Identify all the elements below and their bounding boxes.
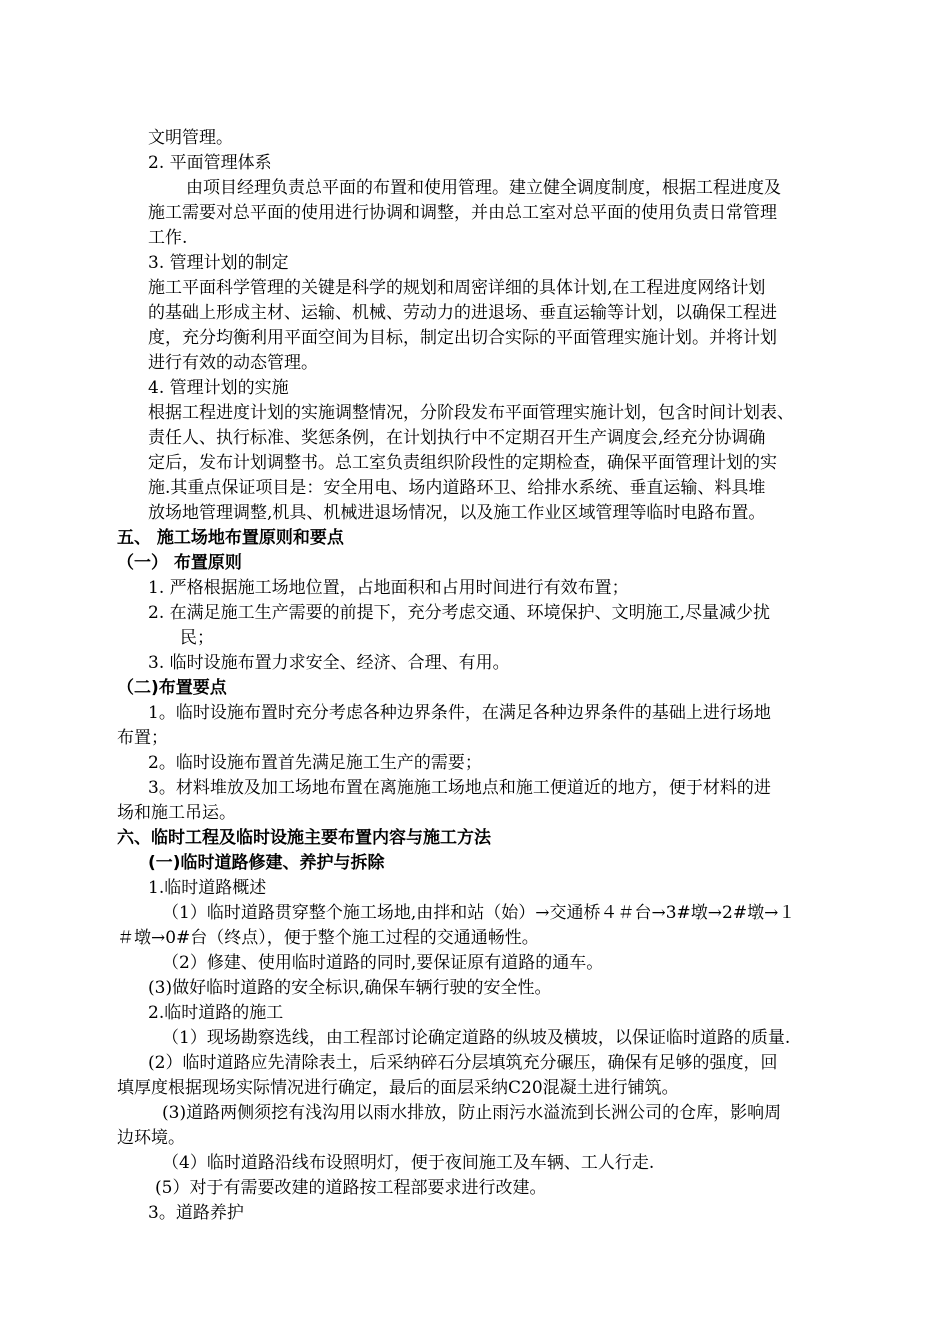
- chapter-heading-6: 六、临时工程及临时设施主要布置内容与施工方法: [117, 828, 491, 848]
- list-item: 3. 临时设施布置力求安全、经济、合理、有用。: [148, 653, 510, 673]
- list-item: 3。材料堆放及加工场地布置在离施施工场地点和施工便道近的地方，便于材料的进: [148, 778, 771, 798]
- list-item: （2）修建、使用临时道路的同时,要保证原有道路的通车。: [162, 953, 604, 973]
- section-heading: 2.临时道路的施工: [148, 1003, 284, 1023]
- section-heading: 3。道路养护: [148, 1203, 244, 1223]
- chapter-heading-5: 五、 施工场地布置原则和要点: [117, 528, 344, 548]
- list-item: （1）临时道路贯穿整个施工场地,由拌和站（始）→交通桥４＃台→3#墩→2#墩→１: [162, 903, 796, 923]
- text-line: 施工平面科学管理的关键是科学的规划和周密详细的具体计划,在工程进度网络计划: [148, 278, 766, 298]
- text-line: 民；: [180, 628, 214, 648]
- list-item: (3)做好临时道路的安全标识,确保车辆行驶的安全性。: [148, 978, 552, 998]
- text-line: 填厚度根据现场实际情况进行确定，最后的面层采纳C20混凝土进行铺筑。: [117, 1078, 679, 1098]
- section-heading-2: 2. 平面管理体系: [148, 153, 272, 173]
- text-line: 度，充分均衡利用平面空间为目标，制定出切合实际的平面管理实施计划。并将计划: [148, 328, 777, 348]
- text-line: 工作.: [148, 228, 188, 248]
- list-item: （1）现场勘察选线，由工程部讨论确定道路的纵坡及横坡，以保证临时道路的质量.: [162, 1028, 791, 1048]
- list-item: （4）临时道路沿线布设照明灯，便于夜间施工及车辆、工人行走.: [162, 1153, 655, 1173]
- section-heading: 1.临时道路概述: [148, 878, 267, 898]
- list-item: (5）对于有需要改建的道路按工程部要求进行改建。: [155, 1178, 547, 1198]
- text-line: 由项目经理负责总平面的布置和使用管理。建立健全调度制度，根据工程进度及: [186, 178, 781, 198]
- text-line: 布置；: [117, 728, 168, 748]
- text-line: 边环境。: [117, 1128, 185, 1148]
- list-item: 1. 严格根据施工场地位置，占地面积和占用时间进行有效布置；: [148, 578, 629, 598]
- text-line: 放场地管理调整,机具、机械进退场情况，以及施工作业区域管理等临时电路布置。: [148, 503, 766, 523]
- list-item: (2）临时道路应先清除表土，后采纳碎石分层填筑充分碾压，确保有足够的强度，回: [148, 1053, 778, 1073]
- text-line: 根据工程进度计划的实施调整情况，分阶段发布平面管理实施计划，包含时间计划表、: [148, 403, 794, 423]
- list-item: (3)道路两侧须挖有浅沟用以雨水排放，防止雨污水溢流到长洲公司的仓库，影响周: [162, 1103, 782, 1123]
- list-item: 2。临时设施布置首先满足施工生产的需要；: [148, 753, 482, 773]
- section-heading-3: 3. 管理计划的制定: [148, 253, 289, 273]
- subsection-heading: （二)布置要点: [117, 678, 227, 698]
- subsection-heading: （一） 布置原则: [117, 553, 242, 573]
- text-line: 定后，发布计划调整书。总工室负责组织阶段性的定期检查，确保平面管理计划的实: [148, 453, 777, 473]
- section-heading-4: 4. 管理计划的实施: [148, 378, 289, 398]
- text-line: ＃墩→0#台（终点），便于整个施工过程的交通通畅性。: [117, 928, 539, 948]
- list-item: 1。临时设施布置时充分考虑各种边界条件，在满足各种边界条件的基础上进行场地: [148, 703, 771, 723]
- list-item: 2. 在满足施工生产需要的前提下，充分考虑交通、环境保护、文明施工,尽量减少扰: [148, 603, 771, 623]
- text-line: 文明管理。: [148, 128, 233, 148]
- text-line: 进行有效的动态管理。: [148, 353, 318, 373]
- subsection-heading: (一)临时道路修建、养护与拆除: [148, 853, 385, 873]
- text-line: 的基础上形成主材、运输、机械、劳动力的进退场、垂直运输等计划，以确保工程进: [148, 303, 777, 323]
- text-line: 施工需要对总平面的使用进行协调和调整，并由总工室对总平面的使用负责日常管理: [148, 203, 777, 223]
- text-line: 责任人、执行标准、奖惩条例，在计划执行中不定期召开生产调度会,经充分协调确: [148, 428, 766, 448]
- text-line: 场和施工吊运。: [117, 803, 236, 823]
- text-line: 施.其重点保证项目是：安全用电、场内道路环卫、给排水系统、垂直运输、料具堆: [148, 478, 766, 498]
